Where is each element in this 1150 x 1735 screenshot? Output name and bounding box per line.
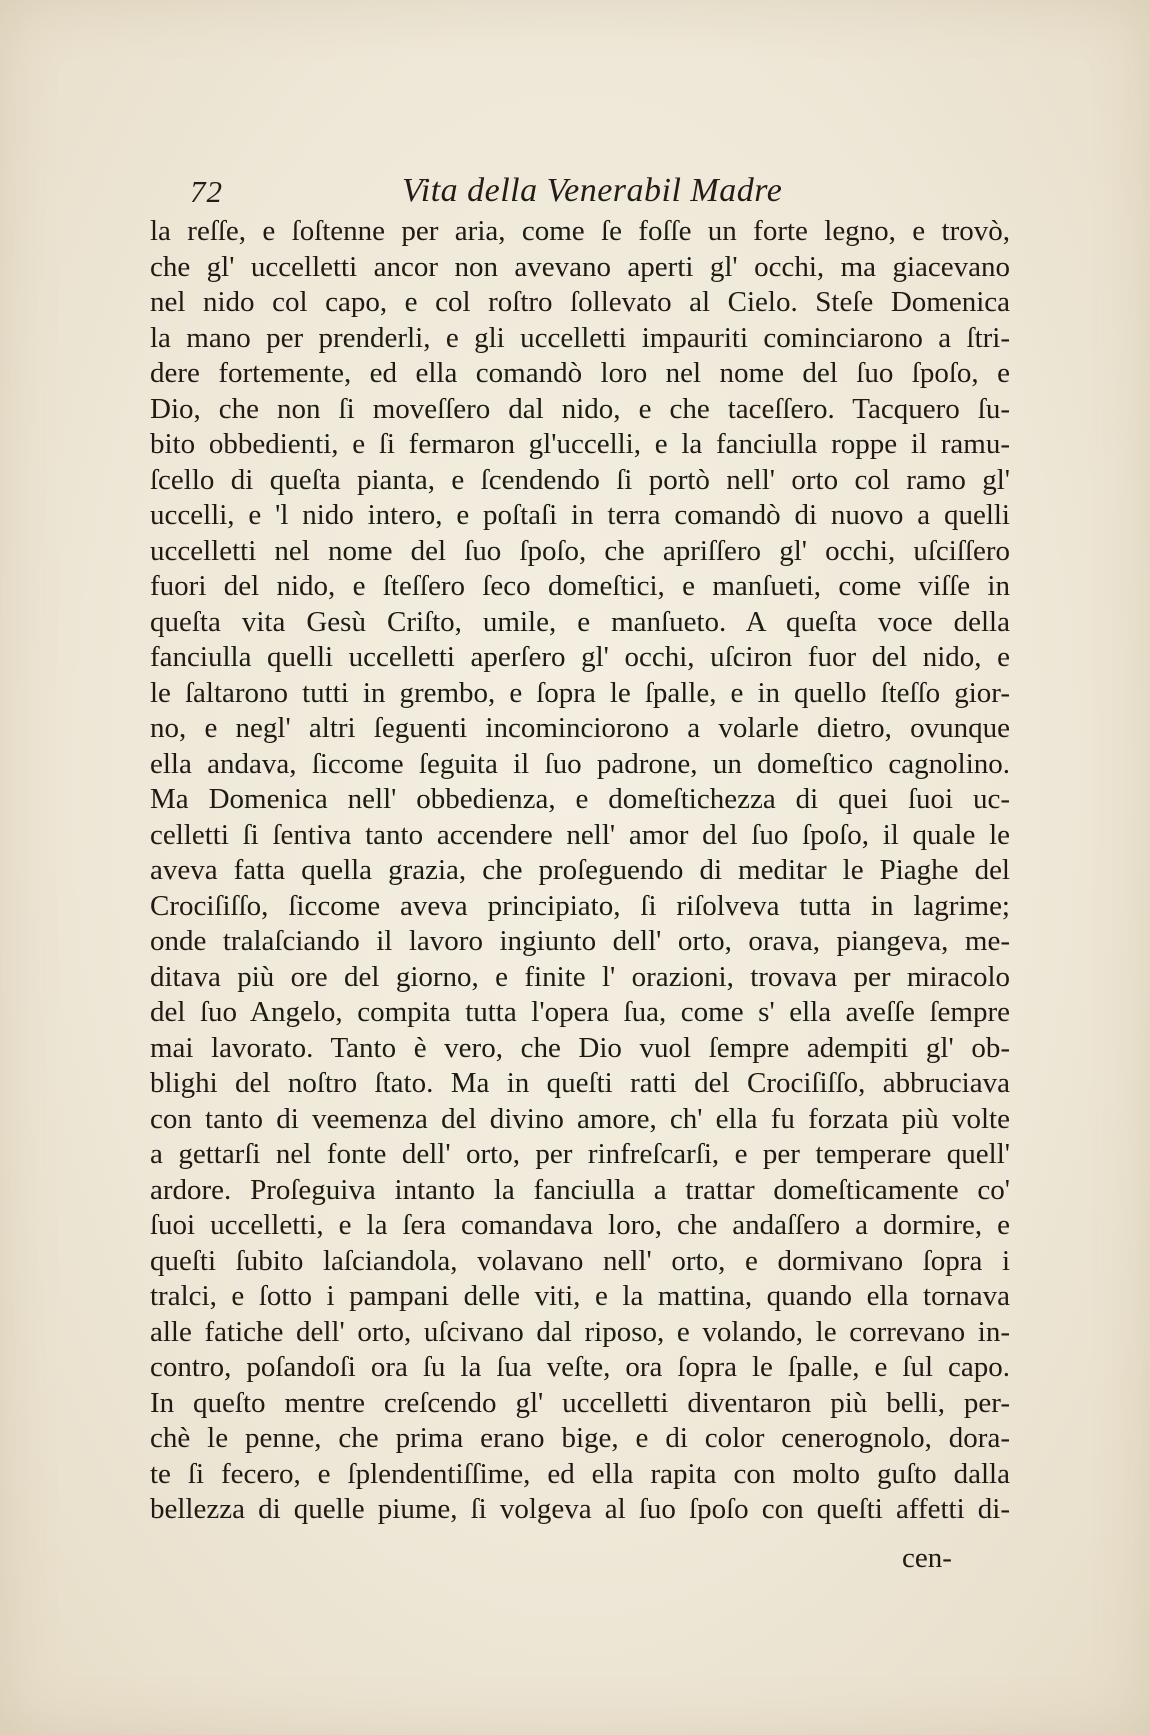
text-line: uccelli, e 'l nido intero, e poſtaſi in terra comandò di nuovo a quelli — [150, 499, 1010, 531]
text-line: a gettarſi nel fonte dell' orto, per rinfreſcarſi, e per temperare quell' — [150, 1138, 1010, 1170]
text-line: dere fortemente, ed ella comandò loro nel nome del ſuo ſpoſo, e — [150, 357, 1010, 389]
text-line: alle fatiche dell' orto, uſcivano dal riposo, e volando, le correvano in- — [150, 1315, 1010, 1348]
page-number: 72 — [190, 174, 223, 209]
text-line: tralci, e ſotto i pampani delle viti, e la mattina, quando ella tornava — [150, 1280, 1010, 1312]
text-line: ditava più ore del giorno, e finite l' orazioni, trovava per miracolo — [150, 960, 1010, 993]
text-line: Crociſiſſo, ſiccome aveva principiato, ſi riſolveva tutta in lagrime; — [150, 889, 1010, 922]
text-line: In queſto mentre creſcendo gl' uccelletti diventaron più belli, per- — [150, 1386, 1010, 1419]
body-text — [150, 214, 1010, 1528]
text-line: nel nido col capo, e col roſtro ſollevato al Cielo. Steſe Domenica — [150, 286, 1010, 318]
text-line: Ma Domenica nell' obbedienza, e domeſtichezza di quei ſuoi uc- — [150, 783, 1010, 815]
text-line: chè le penne, che prima erano bige, e di color cenerognolo, dora- — [150, 1422, 1010, 1454]
text-line: queſti ſubito laſciandola, volavano nell' orto, e dormivano ſopra i — [150, 1244, 1010, 1277]
text-line: la mano per prenderli, e gli uccelletti impauriti cominciarono a ſtri- — [150, 321, 1010, 354]
running-head — [190, 172, 783, 220]
text-line: ella andava, ſiccome ſeguita il ſuo padrone, un domeſtico cagnolino. — [150, 747, 1010, 780]
text-line: mai lavorato. Tanto è vero, che Dio vuol ſempre adempiti gl' ob- — [150, 1031, 1010, 1064]
text-line: celletti ſi ſentiva tanto accendere nell' amor del ſuo ſpoſo, il quale le — [150, 818, 1010, 851]
text-line: aveva fatta quella grazia, che proſeguendo di meditar le Piaghe del — [150, 854, 1010, 886]
running-title: Vita della Venerabil Madre — [402, 172, 783, 209]
text-line: contro, poſandoſi ora ſu la ſua veſte, ora ſopra le ſpalle, e ſul capo. — [150, 1351, 1010, 1383]
text-line: uccelletti nel nome del ſuo ſpoſo, che apriſſero gl' occhi, uſciſſero — [150, 534, 1010, 567]
text-line: onde tralaſciando il lavoro ingiunto dell' orto, orava, piangeva, me- — [150, 925, 1010, 957]
text-line: blighi del noſtro ſtato. Ma in queſti ratti del Crociſiſſo, abbruciava — [150, 1067, 1010, 1099]
text-line: queſta vita Gesù Criſto, umile, e manſueto. A queſta voce della — [150, 605, 1010, 638]
text-line: con tanto di veemenza del divino amore, ch' ella fu forzata più volte — [150, 1102, 1010, 1135]
text-line: del ſuo Angelo, compita tutta l'opera ſua, come s' ella aveſſe ſempre — [150, 996, 1010, 1028]
text-line: ſuoi uccelletti, e la ſera comandava loro, che andaſſero a dormire, e — [150, 1209, 1010, 1241]
text-line: bellezza di quelle piume, ſi volgeva al ſuo ſpoſo con queſti affetti di- — [150, 1493, 1010, 1525]
catchword: cen- — [902, 1542, 952, 1574]
text-line: fanciulla quelli uccelletti aperſero gl' occhi, uſciron fuor del nido, e — [150, 641, 1010, 673]
text-line: bito obbedienti, e ſi fermaron gl'uccelli, e la fanciulla roppe il ramu- — [150, 428, 1010, 460]
text-line: ardore. Proſeguiva intanto la fanciulla a trattar domeſticamente co' — [150, 1173, 1010, 1206]
text-line: le ſaltarono tutti in grembo, e ſopra le ſpalle, e in quello ſteſſo gior- — [150, 676, 1010, 709]
text-line: Dio, che non ſi moveſſero dal nido, e che taceſſero. Tacquero ſu- — [150, 392, 1010, 425]
text-line: no, e negl' altri ſeguenti incominciorono a volarle dietro, ovunque — [150, 712, 1010, 744]
text-line: la reſſe, e ſoſtenne per aria, come ſe foſſe un forte legno, e trovò, — [150, 215, 1010, 247]
text-line: che gl' uccelletti ancor non avevano aperti gl' occhi, ma giacevano — [150, 250, 1010, 283]
text-line: ſcello di queſta pianta, e ſcendendo ſi portò nell' orto col ramo gl' — [150, 463, 1010, 496]
text-line: fuori del nido, e ſteſſero ſeco domeſtici, e manſueti, come viſſe in — [150, 570, 1010, 602]
text-line: te ſi fecero, e ſplendentiſſime, ed ella rapita con molto guſto dalla — [150, 1457, 1010, 1490]
